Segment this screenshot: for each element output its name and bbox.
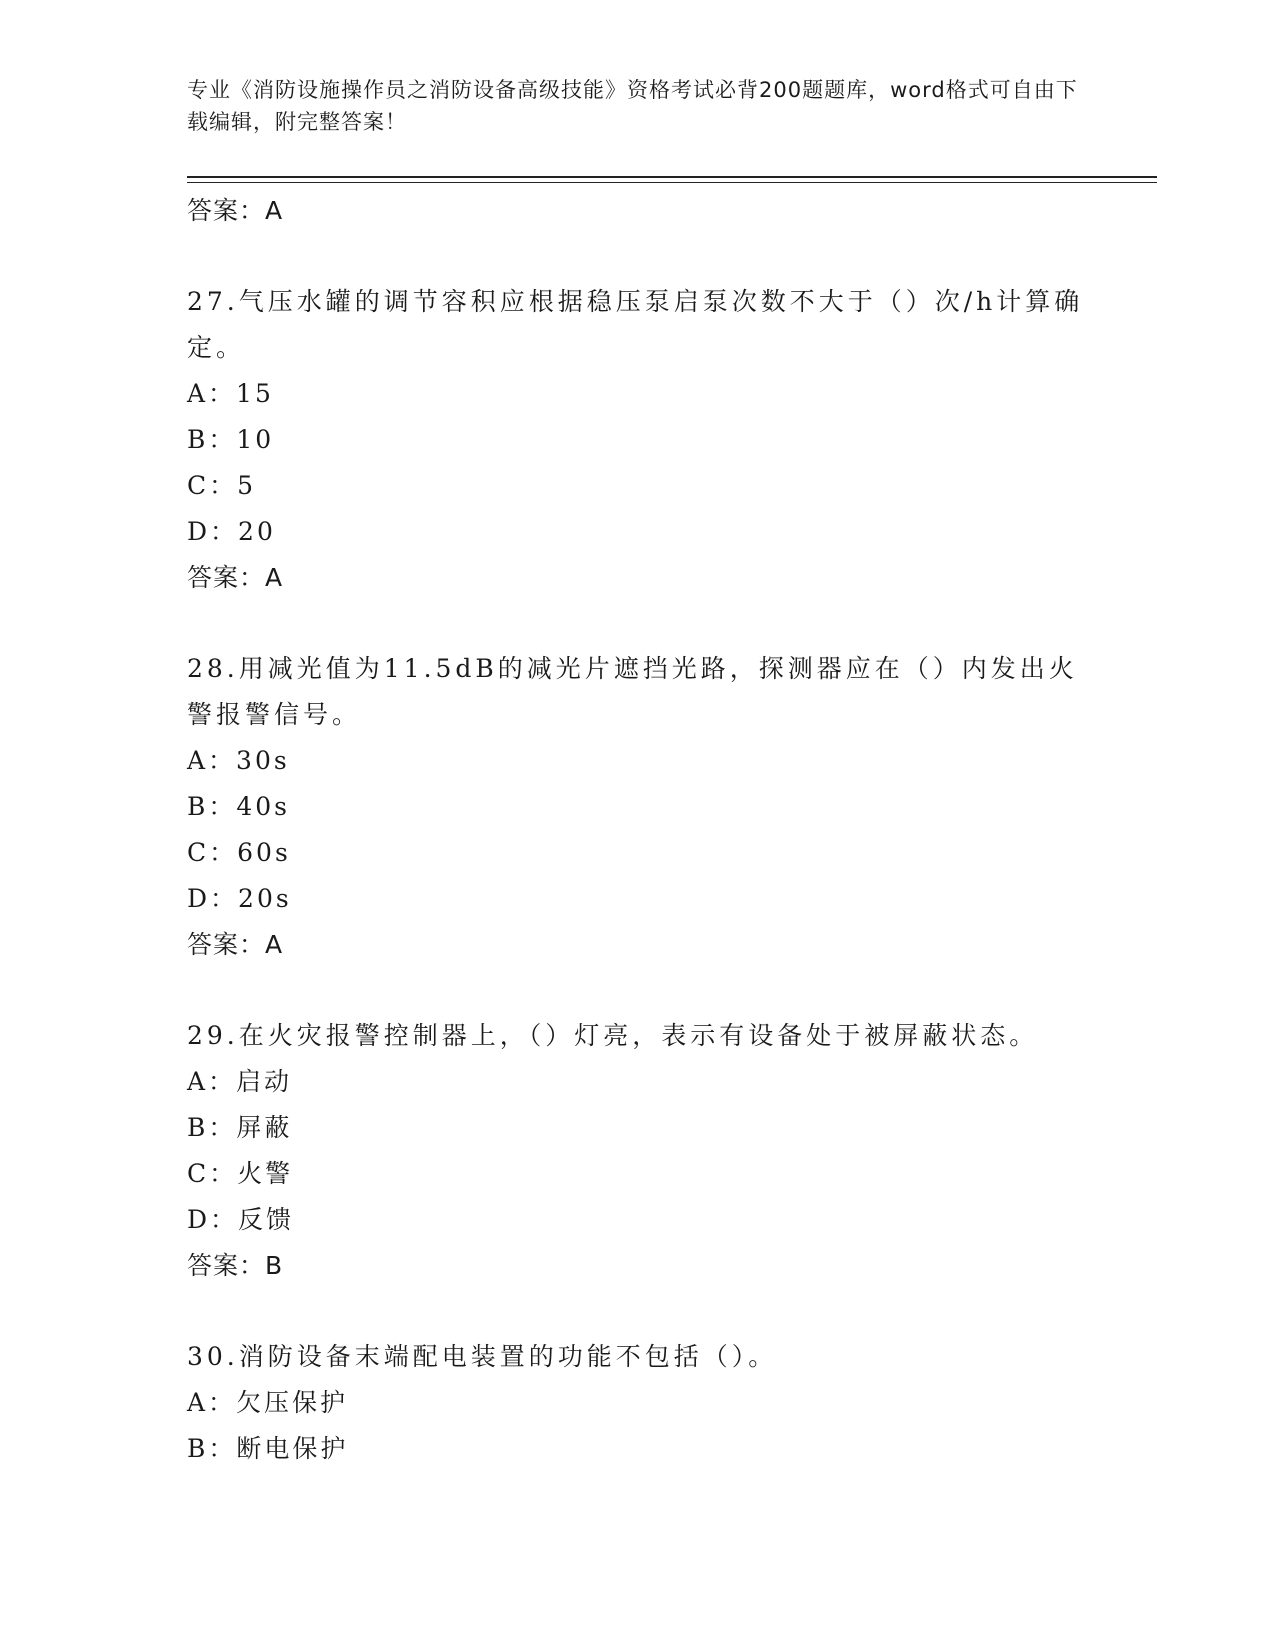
- question-stem: 28.用减光值为11.5dB的减光片遮挡光路，探测器应在（）内发出火警报警信号。: [187, 654, 1078, 729]
- question-stem: 27.气压水罐的调节容积应根据稳压泵启泵次数不大于（）次/h计算确定。: [187, 287, 1084, 362]
- page-header: 专业《消防设施操作员之消防设备高级技能》资格考试必背200题题库，word格式可自由下载编辑，附完整答案！: [187, 78, 1078, 134]
- option-item: A：15: [187, 379, 274, 408]
- answer-line: 答案：A: [187, 563, 284, 592]
- option-item: A：欠压保护: [187, 1388, 349, 1417]
- option-item: C：火警: [187, 1159, 294, 1188]
- header-divider-thin: [187, 182, 1157, 183]
- option-item: C：60s: [187, 838, 291, 867]
- header-divider: [187, 176, 1157, 178]
- option-item: A：30s: [187, 746, 290, 775]
- option-item: D：20s: [187, 884, 292, 913]
- question-list: [187, 188, 1157, 1472]
- option-item: B：40s: [187, 792, 291, 821]
- answer-line: 答案：A: [187, 930, 284, 959]
- option-item: B：断电保护: [187, 1434, 349, 1463]
- option-item: B：10: [187, 425, 275, 454]
- answer-line: 答案：A: [187, 196, 284, 225]
- option-item: C：5: [187, 471, 257, 500]
- option-item: D：20: [187, 517, 276, 546]
- answer-line: 答案：B: [187, 1251, 284, 1280]
- question-stem: 29.在火灾报警控制器上，（）灯亮，表示有设备处于被屏蔽状态。: [187, 1021, 1039, 1050]
- option-item: A：启动: [187, 1067, 293, 1096]
- option-item: D：反馈: [187, 1205, 295, 1234]
- question-stem: 30.消防设备末端配电装置的功能不包括（）。: [187, 1342, 778, 1371]
- option-item: B：屏蔽: [187, 1113, 293, 1142]
